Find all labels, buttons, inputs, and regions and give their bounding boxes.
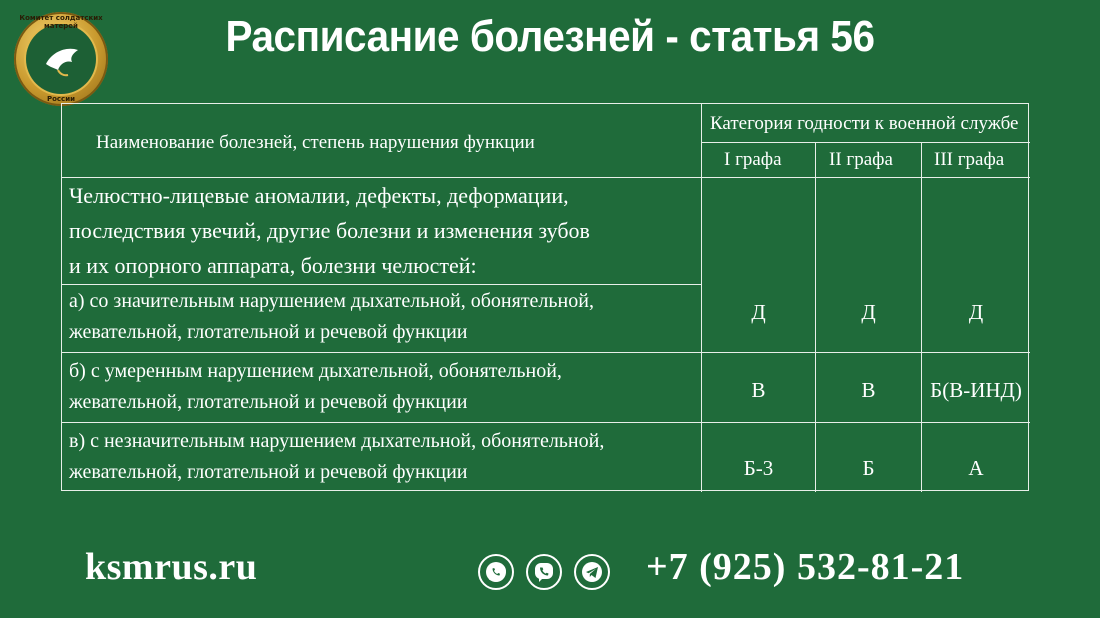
row-b-text-line-1: б) с умеренным нарушением дыхательной, обонятельной, (69, 360, 562, 382)
intro-line-3: и их опорного аппарата, болезни челюстей: (69, 253, 477, 278)
row-b-text-line-2: жевательной, глотательной и речевой функции (69, 391, 468, 413)
header-column-2: II графа (829, 149, 893, 170)
row-c-value-1: Б-3 (743, 456, 774, 480)
logo-ring-bottom-text: России (46, 95, 76, 103)
header-column-3: III графа (934, 149, 1005, 170)
website-link[interactable]: ksmrus.ru (85, 546, 258, 588)
header-category: Категория годности к военной службе (710, 113, 1019, 134)
telegram-icon[interactable] (574, 554, 610, 590)
phone-number[interactable]: +7 (925) 532-81-21 (646, 546, 965, 588)
header-name-column: Наименование болезней, степень нарушения функции (96, 132, 535, 153)
header-column-1: I графа (724, 149, 782, 170)
row-b-value-2: В (861, 378, 876, 402)
row-a-text-line-1: а) со значительным нарушением дыхательной, обонятельной, (69, 290, 594, 312)
row-a-text-line-2: жевательной, глотательной и речевой функции (69, 321, 468, 343)
divider-category-header (701, 142, 1030, 143)
row-a-value-3: Д (968, 300, 984, 324)
row-a-value-2: Д (861, 300, 876, 324)
logo-ring-top-text: Комитет солдатских матерей (19, 14, 103, 30)
row-a-value-1: Д (751, 300, 766, 324)
disease-schedule-table (61, 103, 1029, 491)
divider-row-a (62, 352, 1030, 353)
divider-intro (62, 284, 701, 285)
divider-row-b (62, 422, 1030, 423)
page-title: Расписание болезней - статья 56 (225, 12, 875, 61)
intro-line-1: Челюстно-лицевые аномалии, дефекты, деформации, (69, 183, 569, 208)
row-b-value-1: В (751, 378, 766, 402)
intro-line-2: последствия увечий, другие болезни и изменения зубов (69, 218, 590, 243)
row-c-text-line-2: жевательной, глотательной и речевой функции (69, 461, 468, 483)
whatsapp-icon[interactable] (478, 554, 514, 590)
row-b-value-3: Б(В-ИНД) (930, 378, 1022, 402)
row-c-value-2: Б (862, 456, 875, 480)
divider-name-col (701, 104, 702, 492)
row-c-text-line-1: в) с незначительным нарушением дыхательной, обонятельной, (69, 430, 605, 452)
row-c-value-3: А (968, 456, 984, 480)
viber-icon[interactable] (526, 554, 562, 590)
